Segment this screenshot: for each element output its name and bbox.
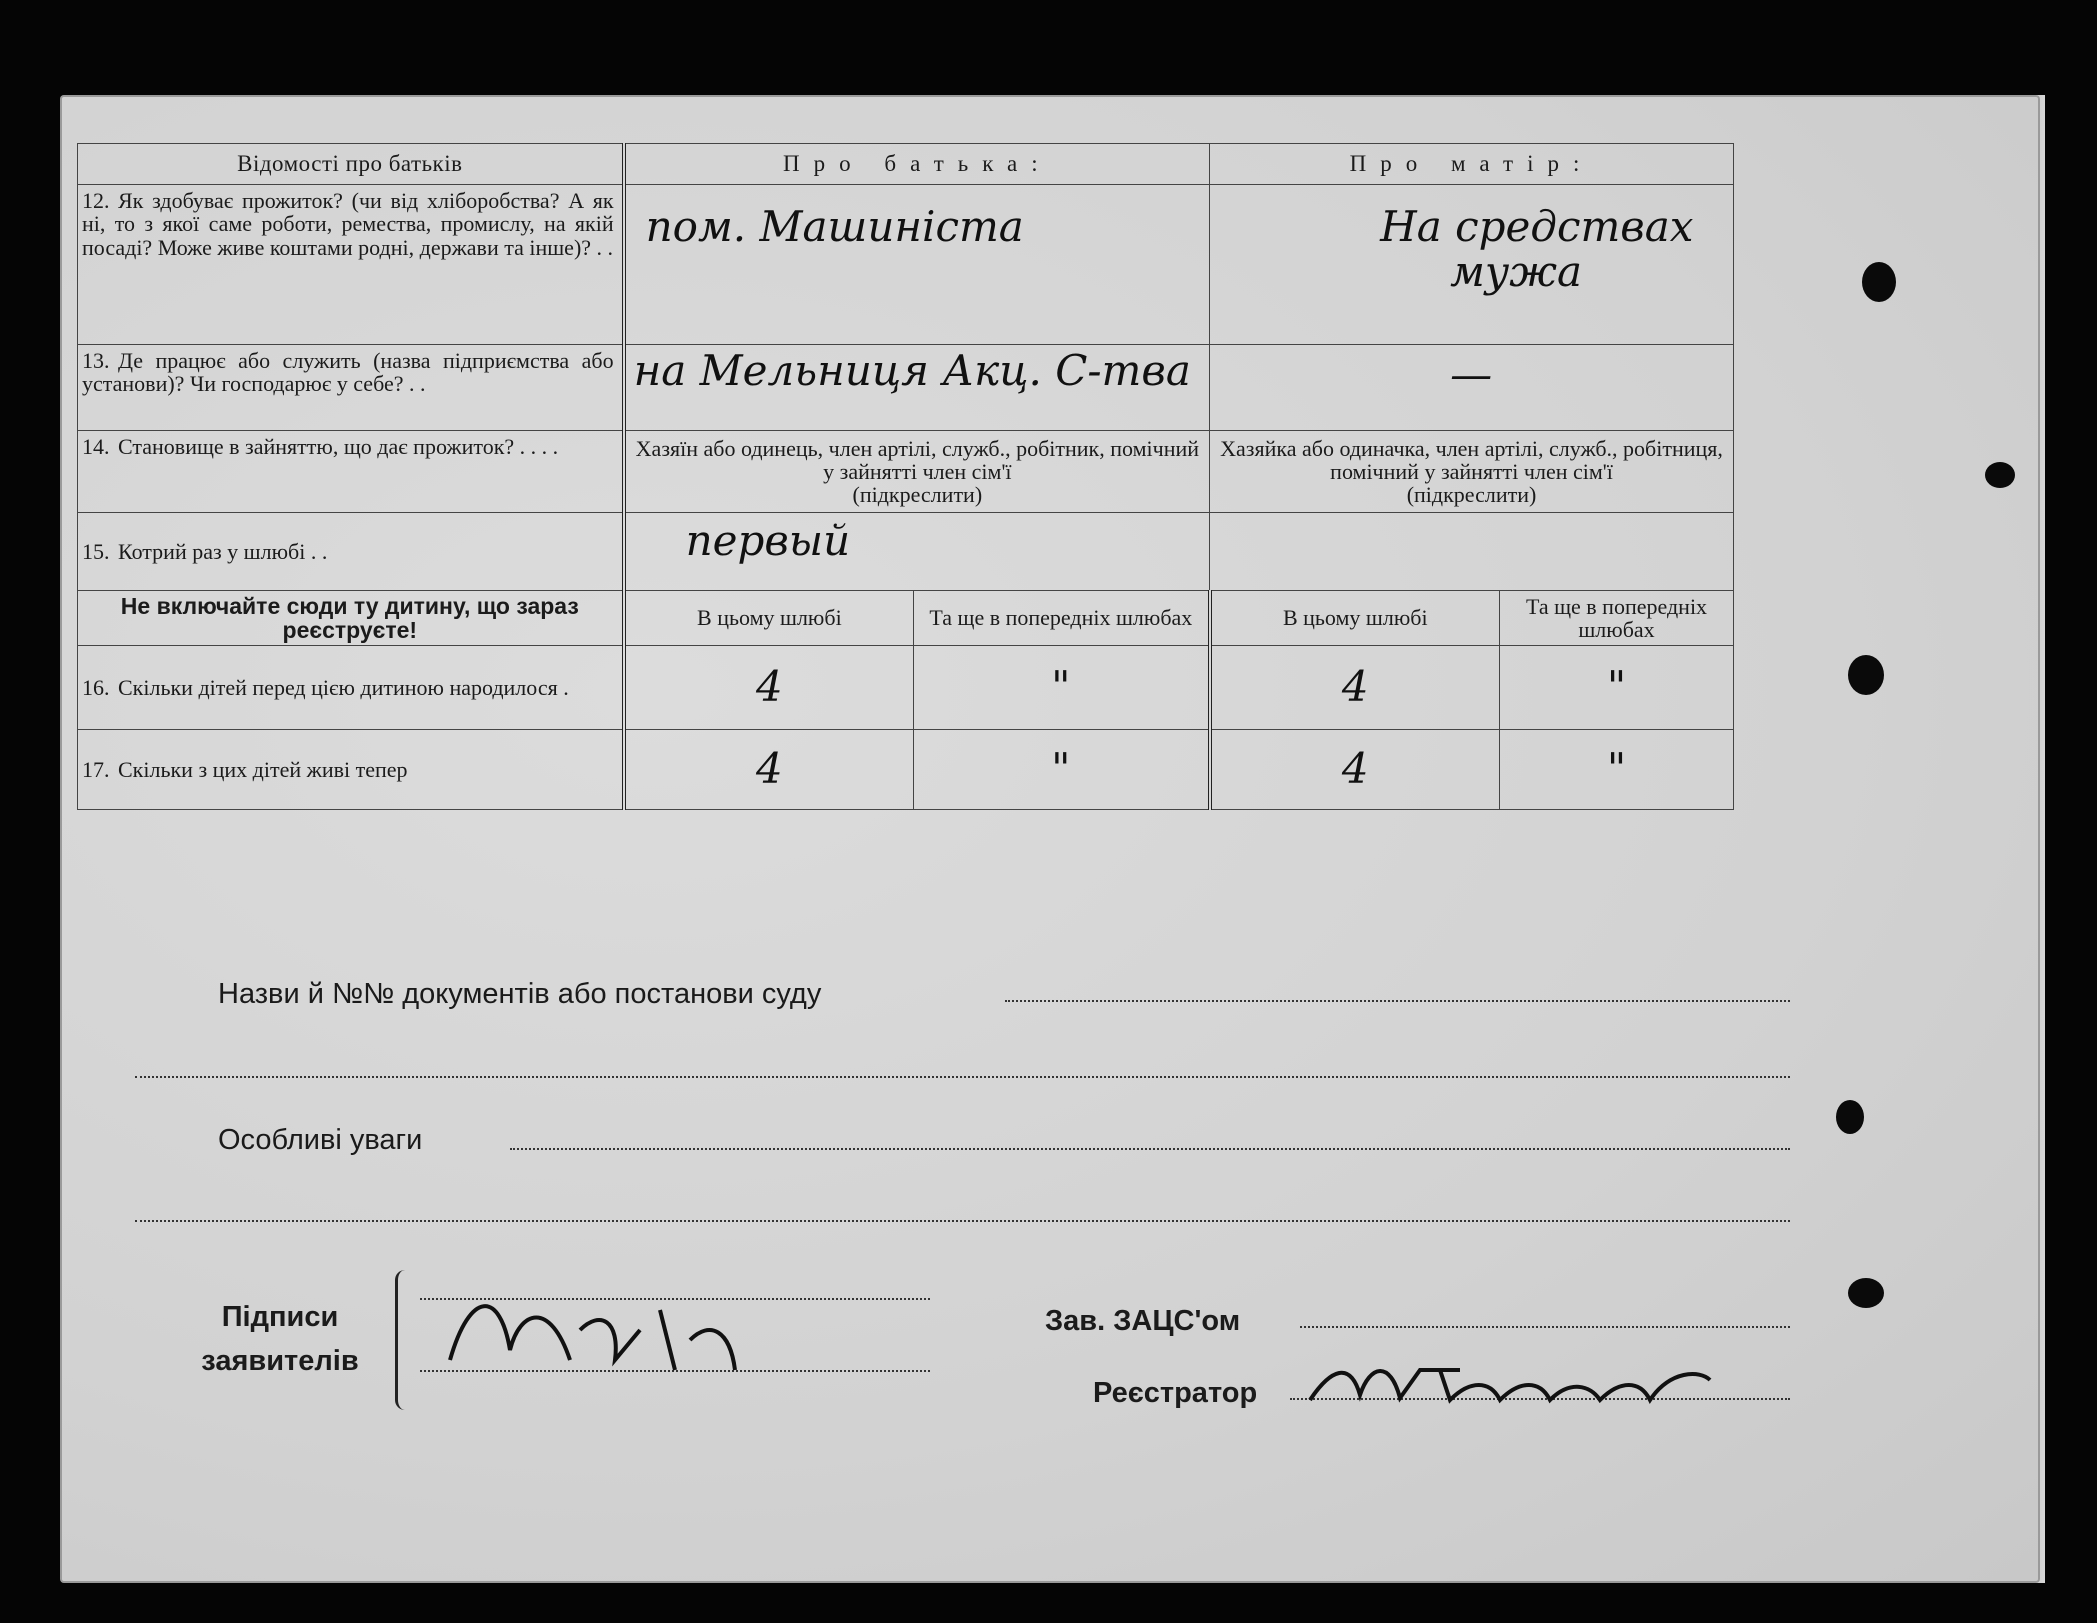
father-this-marriage-head: В цьому шлюбі <box>624 591 914 646</box>
punch-hole <box>1848 1278 1884 1308</box>
children-warning: Не включайте сюди ту дитину, що зараз реєструєте! <box>78 591 624 646</box>
punch-hole <box>1862 262 1896 302</box>
parents-info-table <box>77 143 1734 810</box>
row-q17 <box>78 730 1734 810</box>
signature-brace <box>395 1270 414 1410</box>
q16-father-this: 4 <box>624 646 914 730</box>
question-14: 14. Становище в зайняттю, що дає прожиток? . . . . <box>78 431 624 513</box>
handwritten-entry: мужа <box>1450 246 1583 296</box>
q17-mother-this: 4 <box>1210 730 1500 810</box>
question-17: 17. Скільки з цих дітей живі тепер <box>78 730 624 810</box>
zags-head-label: Зав. ЗАЦС'ом <box>1045 1305 1241 1337</box>
remarks-field-line2[interactable] <box>135 1220 1790 1222</box>
documents-field[interactable] <box>1005 1000 1790 1002</box>
mother-this-marriage-head: В цьому шлюбі <box>1210 591 1500 646</box>
q17-mother-prev: " <box>1500 730 1734 810</box>
q17-father-prev: " <box>914 730 1210 810</box>
question-16: 16. Скільки дітей перед цією дитиною народилося . <box>78 646 624 730</box>
question-12: 12. Як здобуває прожиток? (чи від хліборобства? А як ні, то з якої саме роботи, ремества, промислу, на якій посаді? Може живе коштами родні, держави та інше)? . . <box>78 185 624 345</box>
mother-workplace <box>1210 345 1734 431</box>
father-status-options: Хазяїн або одинець, член артілі, служб., робітник, помічний у зайнятті член сім'ї (підкреслити) <box>624 431 1210 513</box>
handwritten-entry: первый <box>685 516 851 565</box>
question-15: 15. Котрий раз у шлюбі . . <box>78 513 624 591</box>
mother-marriage-count <box>1210 513 1734 591</box>
mother-occupation <box>1210 185 1734 345</box>
mother-status-options: Хазяйка або одиначка, член артілі, служб., робітниця, помічний у зайнятті член сім'ї (підкреслити) <box>1210 431 1734 513</box>
handwritten-entry: На средствах <box>1380 202 1694 251</box>
remarks-label: Особливі уваги <box>218 1124 423 1156</box>
row-q15 <box>78 513 1734 591</box>
remarks-field[interactable] <box>510 1148 1790 1150</box>
handwritten-entry: пом. Машиніста <box>645 202 1024 251</box>
header-mother: Про матір: <box>1210 144 1734 185</box>
zags-head-signature-line[interactable] <box>1300 1326 1790 1328</box>
q16-mother-prev: " <box>1500 646 1734 730</box>
father-occupation <box>624 185 1210 345</box>
father-marriage-count <box>624 513 1210 591</box>
applicants-signature-label: Підписи заявителів <box>201 1301 359 1377</box>
row-q12 <box>78 185 1734 345</box>
q17-father-this: 4 <box>624 730 914 810</box>
punch-hole <box>1836 1100 1864 1134</box>
question-13: 13. Де працює або служить (назва підприємства або установи)? Чи господарює у себе? . . <box>78 345 624 431</box>
punch-hole <box>1985 462 2015 488</box>
header-parents: Відомості про батьків <box>78 144 624 185</box>
handwritten-entry: — <box>1450 350 1493 399</box>
header-father: Про батька: <box>624 144 1210 185</box>
registrar-signature-scribble <box>1300 1340 1740 1440</box>
father-workplace <box>624 345 1210 431</box>
q16-father-prev: " <box>914 646 1210 730</box>
registrar-label: Реєстратор <box>1093 1377 1258 1409</box>
mother-previous-head: Та ще в попередніх шлюбах <box>1500 591 1734 646</box>
children-header-row <box>78 591 1734 646</box>
documents-label: Назви й №№ документів або постанови суду <box>218 978 822 1010</box>
applicant-signature-scribble <box>430 1270 750 1400</box>
father-previous-head: Та ще в попередніх шлюбах <box>914 591 1210 646</box>
handwritten-entry: на Мельниця Акц. С-тва <box>633 346 1191 395</box>
row-q14 <box>78 431 1734 513</box>
row-q16 <box>78 646 1734 730</box>
table-header-row <box>78 144 1734 185</box>
documents-field-line2[interactable] <box>135 1076 1790 1078</box>
q16-mother-this: 4 <box>1210 646 1500 730</box>
row-q13 <box>78 345 1734 431</box>
punch-hole <box>1848 655 1884 695</box>
